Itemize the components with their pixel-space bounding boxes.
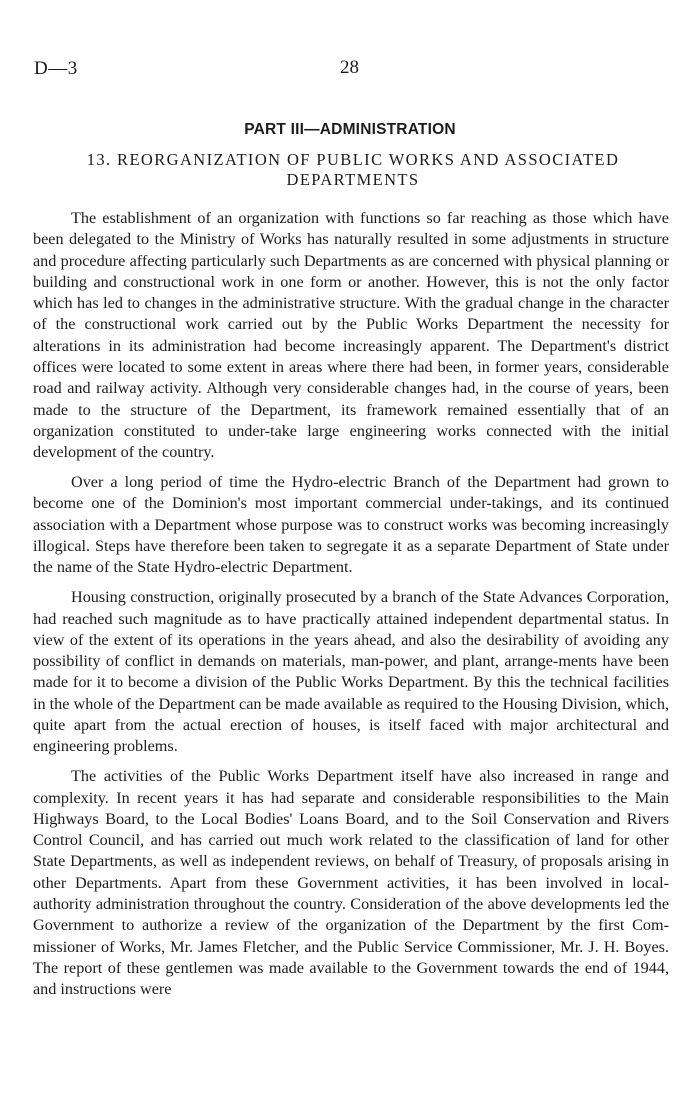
part-heading: PART III—ADMINISTRATION (244, 121, 456, 138)
paragraph-establishment: The establishment of an organization with functions so far reaching as those which have been delegated to the Ministry of Works has naturally resulted in some adjustments in structure and procedure affecting particularly such Departments as are concerned with physical planning or building and constructional work in one form or another. However, this is not the only factor which has led to changes in the administrative structure. With the gradual change in the character of the constructional work carried out by the Public Works Department the necessity for alterations in its administration had become increasingly apparent. The Department's district offices were located to some extent in areas where there had been, in former years, considerable road and railway activity. Although very considerable changes had, in the course of years, been made to the structure of the Department, its framework remained essentially that of an organization constituted to under-take large engineering works connected with the initial development of the country. (33, 209, 669, 462)
page-number: 28 (340, 57, 359, 78)
paragraph-public-works-activities: The activities of the Public Works Department itself have also increased in range and complexity. In recent years it has had separate and considerable responsibilities to the Main Highways Board, to the Local Bodies' Loans Board, and to the Soil Conservation and Rivers Control Council, and has carried out much work related to the classification of land for other State Departments, as well as independent reviews, on behalf of Treasury, of proposals arising in other Departments. Apart from these Government activities, it has been involved in local-authority administration throughout the country. Consideration of the above developments led the Government to authorize a review of the organization of the Department by the first Com-missioner of Works, Mr. James Fletcher, and the Public Service Commissioner, Mr. J. H. Boyes. The report of these gentlemen was made available to the Government towards the end of 1944, and instructions were (33, 767, 669, 999)
section-heading-line-1: 13. REORGANIZATION OF PUBLIC WORKS AND ASSOCIATED (86, 150, 620, 169)
section-heading-line-2: DEPARTMENTS (286, 170, 420, 189)
section-heading (58, 150, 648, 190)
paragraph-hydro-electric: Over a long period of time the Hydro-electric Branch of the Department had grown to become one of the Dominion's most important commercial under-takings, and its continued association with a Department whose purpose was to construct works was becoming increasingly illogical. Steps have therefore been taken to segregate it as a separate Department of State under the name of the State Hydro-electric Department. (33, 473, 669, 577)
paragraph-housing: Housing construction, originally prosecuted by a branch of the State Advances Corporation, had reached such magnitude as to have practically attained independent departmental status. In view of the extent of its operations in the years ahead, and also the desirability of avoiding any possibility of conflict in demands on materials, man-power, and plant, arrange-ments have been made for it to become a division of the Public Works Department. By this the technical facilities in the whole of the Department can be made available as required to the Housing Division, which, quite apart from the actual erection of houses, is itself faced with major architectural and engineering problems. (33, 588, 669, 756)
document-reference: D—3 (34, 58, 78, 79)
body-text (33, 208, 669, 1009)
